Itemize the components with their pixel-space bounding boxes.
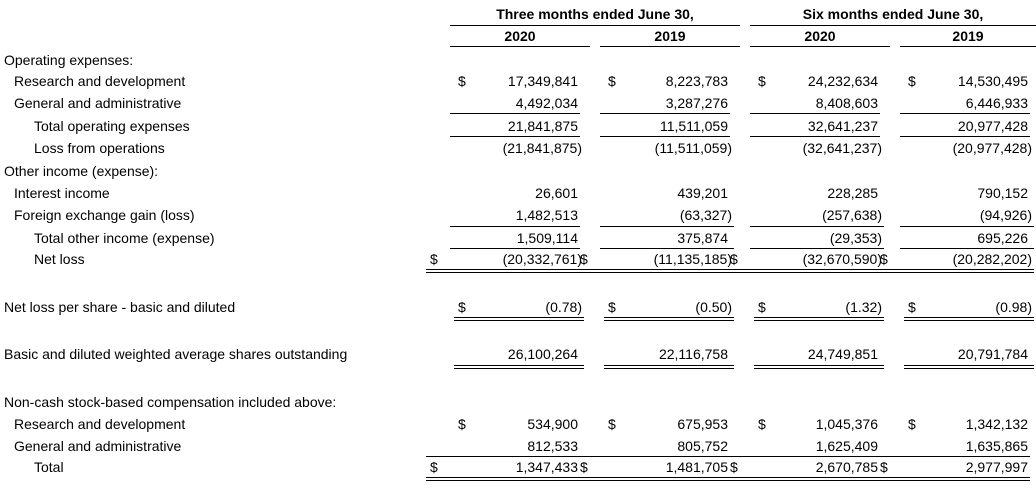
rule-after-total-opex-3	[750, 136, 880, 137]
value-sbc-total-1: 1,347,433	[515, 459, 578, 475]
value-rd-2: 8,223,783	[665, 73, 728, 89]
double-rule-shares-1b	[454, 368, 584, 369]
value-shares-4: 20,791,784	[957, 346, 1028, 362]
year-col-4: 2019	[952, 28, 984, 44]
year-rule-1	[450, 46, 590, 47]
value-sbc-rd-4: 1,342,132	[965, 416, 1028, 432]
year-rule-4	[900, 46, 1036, 47]
currency-symbol: $	[458, 299, 466, 315]
year-rule-2	[600, 46, 740, 47]
value-shares-1: 26,100,264	[507, 346, 578, 362]
value-net-loss-1: (20,332,761)	[502, 251, 582, 267]
value-sbc-total-3: 2,670,785	[815, 459, 878, 475]
row-label-sbc-ga: General and administrative	[14, 438, 182, 454]
currency-symbol: $	[880, 251, 888, 267]
header-six-months: Six months ended June 30,	[802, 6, 984, 22]
rule-after-fx-3	[750, 226, 884, 227]
double-rule-net-loss-4b	[876, 272, 1034, 273]
double-rule-shares-3b	[754, 368, 884, 369]
value-sbc-rd-3: 1,045,376	[815, 416, 878, 432]
value-fx-3: (257,638)	[822, 207, 882, 223]
value-total-opex-4: 20,977,428	[957, 118, 1028, 134]
value-eps-2: (0.50)	[695, 299, 732, 315]
value-sbc-total-2: 1,481,705	[665, 459, 728, 475]
value-interest-3: 228,285	[827, 185, 878, 201]
value-interest-4: 790,152	[977, 185, 1028, 201]
value-interest-1: 26,601	[535, 185, 578, 201]
currency-symbol: $	[908, 73, 916, 89]
currency-symbol: $	[758, 416, 766, 432]
currency-symbol: $	[758, 299, 766, 315]
value-loss-ops-2: (11,511,059)	[654, 140, 732, 156]
currency-symbol: $	[430, 459, 438, 475]
double-rule-eps-2a	[604, 317, 734, 318]
value-rd-4: 14,530,495	[957, 73, 1028, 89]
value-shares-3: 24,749,851	[807, 346, 878, 362]
double-rule-sbc-total-2b	[576, 480, 730, 481]
section-noncash: Non-cash stock-based compensation included above:	[4, 394, 337, 410]
value-rd-1: 17,349,841	[507, 73, 578, 89]
currency-symbol: $	[608, 416, 616, 432]
row-label-loss-ops: Loss from operations	[34, 140, 165, 156]
double-rule-sbc-total-3b	[726, 480, 880, 481]
double-rule-sbc-total-2a	[576, 477, 730, 478]
rule-after-total-other-1	[450, 248, 580, 249]
rule-after-total-other-2	[600, 248, 734, 249]
value-sbc-rd-2: 675,953	[677, 416, 728, 432]
rule-after-fx-1	[450, 226, 580, 227]
currency-symbol: $	[458, 73, 466, 89]
double-rule-shares-1a	[454, 365, 584, 366]
value-sbc-ga-3: 1,625,409	[815, 438, 878, 454]
currency-symbol: $	[908, 416, 916, 432]
double-rule-net-loss-1a	[426, 269, 584, 270]
year-rule-3	[750, 46, 890, 47]
currency-symbol: $	[430, 251, 438, 267]
value-loss-ops-3: (32,641,237)	[802, 140, 882, 156]
value-total-other-1: 1,509,114	[516, 230, 578, 246]
value-net-loss-3: (32,670,590)	[802, 251, 882, 267]
double-rule-sbc-total-3a	[726, 477, 880, 478]
value-sbc-ga-1: 812,533	[527, 438, 578, 454]
value-ga-2: 3,287,276	[665, 95, 728, 111]
value-sbc-total-4: 2,977,997	[965, 459, 1028, 475]
currency-symbol: $	[608, 73, 616, 89]
row-label-fx: Foreign exchange gain (loss)	[14, 207, 195, 223]
rule-after-fx-2	[600, 226, 734, 227]
value-fx-1: 1,482,513	[515, 207, 578, 223]
value-total-other-2: 375,874	[677, 230, 728, 246]
value-ga-4: 6,446,933	[965, 95, 1028, 111]
rule-after-sbc-ga-4	[876, 456, 1030, 457]
value-eps-3: (1.32)	[845, 299, 882, 315]
rule-after-sbc-ga-1	[426, 456, 580, 457]
row-label-ga: General and administrative	[14, 95, 182, 111]
currency-symbol: $	[580, 251, 588, 267]
currency-symbol: $	[758, 73, 766, 89]
value-sbc-ga-2: 805,752	[677, 438, 728, 454]
value-fx-4: (94,926)	[979, 207, 1032, 223]
value-sbc-ga-4: 1,635,865	[965, 438, 1028, 454]
row-label-shares: Basic and diluted weighted average shares outstanding	[4, 346, 348, 362]
section-operating-expenses: Operating expenses:	[4, 52, 134, 68]
double-rule-shares-4a	[904, 365, 1034, 366]
value-net-loss-4: (20,282,202)	[952, 251, 1032, 267]
double-rule-shares-2b	[604, 368, 734, 369]
double-rule-eps-4a	[904, 317, 1034, 318]
value-sbc-rd-1: 534,900	[527, 416, 578, 432]
row-label-net-loss: Net loss	[34, 251, 85, 267]
value-eps-1: (0.78)	[545, 299, 582, 315]
double-rule-net-loss-4a	[876, 269, 1034, 270]
row-label-sbc-total: Total	[34, 459, 64, 475]
section-other-income: Other income (expense):	[4, 163, 159, 179]
double-rule-sbc-total-4a	[876, 477, 1030, 478]
value-total-opex-2: 11,511,059	[660, 118, 728, 134]
value-loss-ops-4: (20,977,428)	[952, 140, 1032, 156]
row-label-rd: Research and development	[14, 73, 186, 89]
double-rule-eps-1b	[454, 320, 584, 321]
value-net-loss-2: (11,135,185)	[653, 251, 732, 267]
value-total-other-4: 695,226	[977, 230, 1028, 246]
value-total-other-3: (29,353)	[829, 230, 882, 246]
rule-after-total-opex-2	[600, 136, 730, 137]
rule-after-total-other-3	[750, 248, 884, 249]
double-rule-eps-3b	[754, 320, 884, 321]
double-rule-eps-4b	[904, 320, 1034, 321]
double-rule-shares-4b	[904, 368, 1034, 369]
rule-after-ga-1	[450, 113, 580, 114]
rule-after-fx-4	[900, 226, 1034, 227]
value-eps-4: (0.98)	[995, 299, 1032, 315]
row-label-total-other: Total other income (expense)	[34, 230, 215, 246]
rule-after-sbc-ga-2	[576, 456, 730, 457]
value-rd-3: 24,232,634	[807, 73, 878, 89]
year-col-1: 2020	[504, 28, 536, 44]
rule-after-sbc-ga-3	[726, 456, 880, 457]
double-rule-net-loss-1b	[426, 272, 584, 273]
header-six-months-rule	[750, 25, 1036, 26]
double-rule-shares-2a	[604, 365, 734, 366]
value-ga-1: 4,492,034	[515, 95, 578, 111]
value-interest-2: 439,201	[677, 185, 728, 201]
rule-after-ga-2	[600, 113, 730, 114]
currency-symbol: $	[580, 459, 588, 475]
rule-after-ga-4	[900, 113, 1030, 114]
row-label-total-opex: Total operating expenses	[34, 118, 190, 134]
currency-symbol: $	[730, 251, 738, 267]
double-rule-shares-3a	[754, 365, 884, 366]
rule-after-total-opex-4	[900, 136, 1030, 137]
header-three-months-rule	[450, 25, 740, 26]
year-col-2: 2019	[654, 28, 686, 44]
double-rule-eps-2b	[604, 320, 734, 321]
currency-symbol: $	[608, 299, 616, 315]
year-col-3: 2020	[804, 28, 836, 44]
double-rule-sbc-total-4b	[876, 480, 1030, 481]
currency-symbol: $	[730, 459, 738, 475]
row-label-interest: Interest income	[14, 185, 110, 201]
double-rule-net-loss-2a	[576, 269, 734, 270]
rule-after-ga-3	[750, 113, 880, 114]
currency-symbol: $	[458, 416, 466, 432]
row-label-sbc-rd: Research and development	[14, 416, 186, 432]
currency-symbol: $	[908, 299, 916, 315]
header-three-months: Three months ended June 30,	[496, 6, 694, 22]
rule-after-total-other-4	[900, 248, 1034, 249]
row-label-eps: Net loss per share - basic and diluted	[4, 299, 236, 315]
value-fx-2: (63,327)	[679, 207, 732, 223]
value-loss-ops-1: (21,841,875)	[502, 140, 582, 156]
double-rule-net-loss-2b	[576, 272, 734, 273]
value-total-opex-1: 21,841,875	[507, 118, 578, 134]
double-rule-sbc-total-1b	[426, 480, 580, 481]
double-rule-net-loss-3a	[726, 269, 884, 270]
double-rule-net-loss-3b	[726, 272, 884, 273]
value-total-opex-3: 32,641,237	[807, 118, 878, 134]
double-rule-eps-3a	[754, 317, 884, 318]
double-rule-eps-1a	[454, 317, 584, 318]
double-rule-sbc-total-1a	[426, 477, 580, 478]
rule-after-total-opex-1	[450, 136, 580, 137]
currency-symbol: $	[880, 459, 888, 475]
value-ga-3: 8,408,603	[815, 95, 878, 111]
value-shares-2: 22,116,758	[658, 346, 728, 362]
